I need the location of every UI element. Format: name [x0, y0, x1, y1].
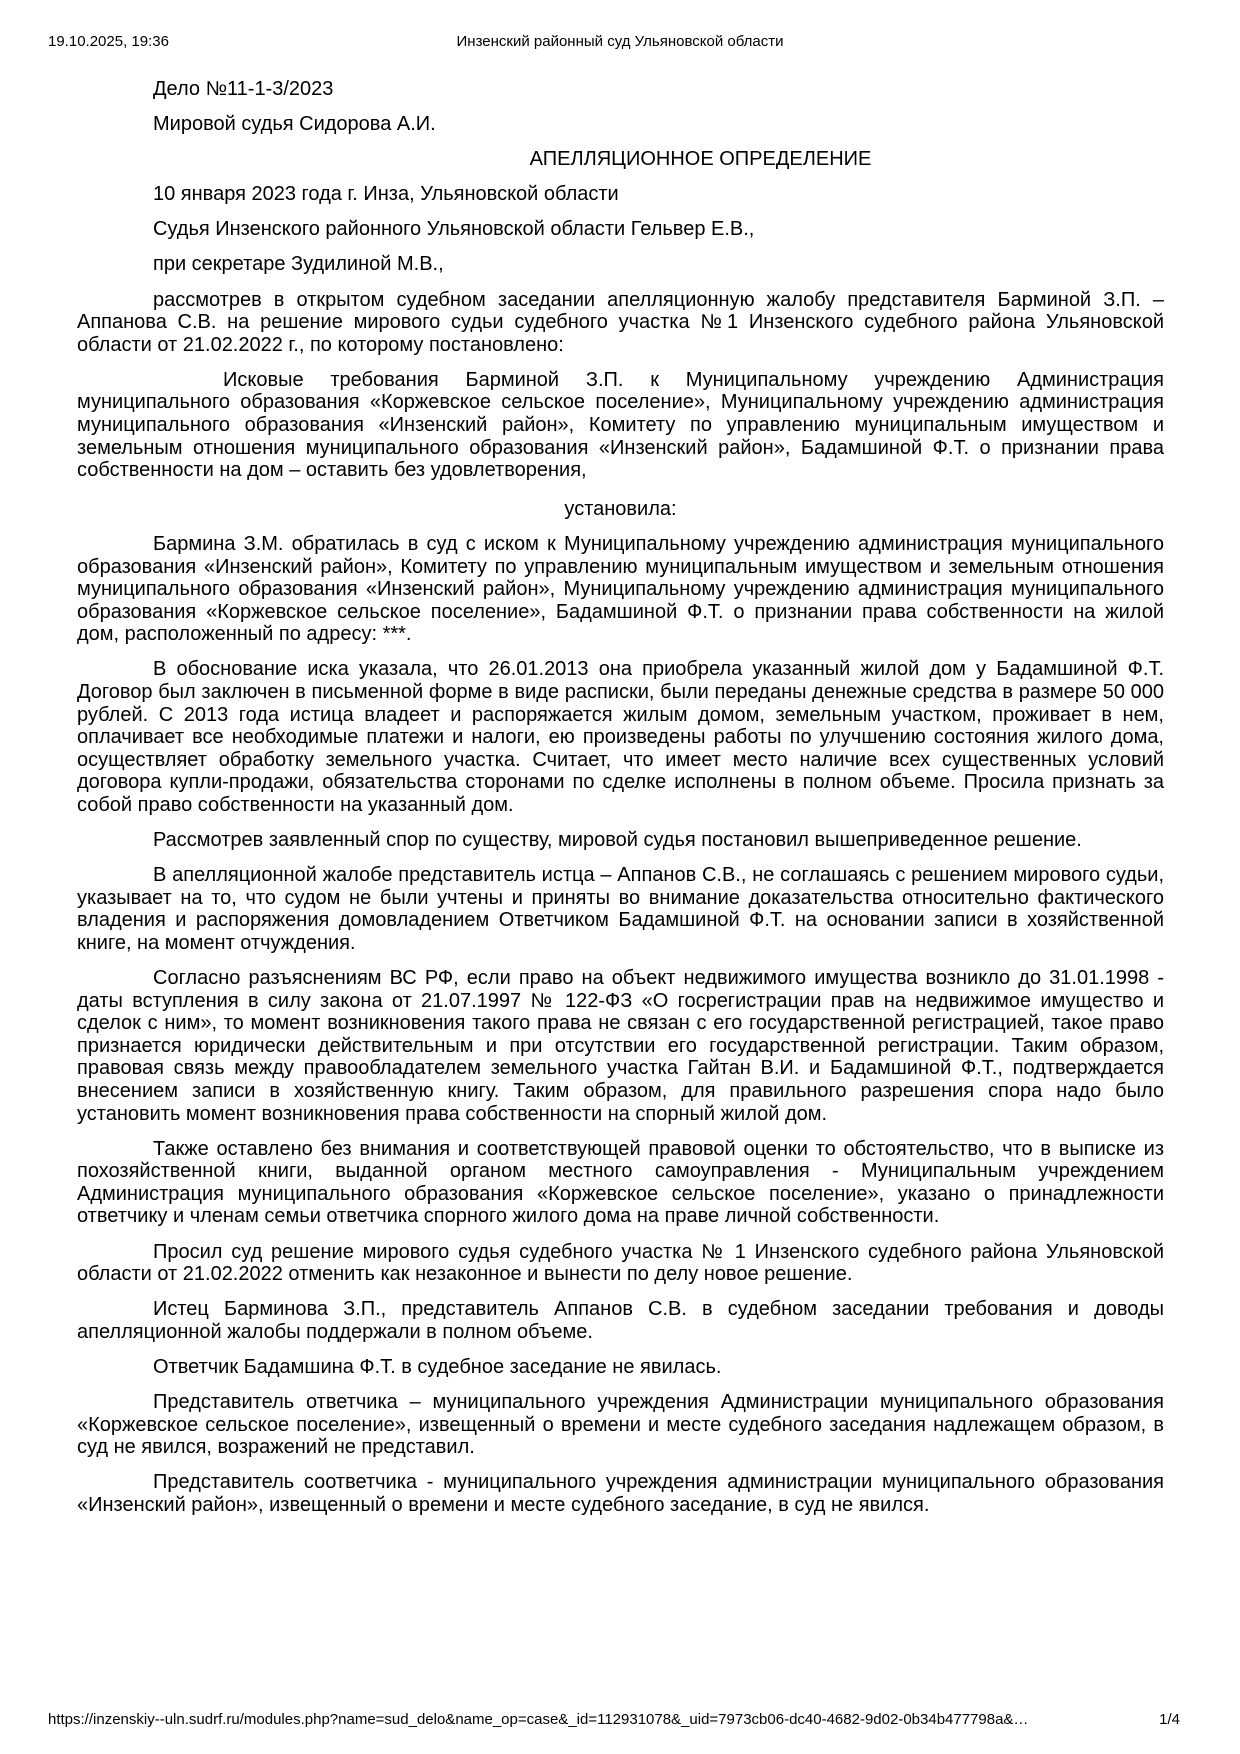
established-heading: установила: [564, 497, 677, 520]
document-title: АПЕЛЛЯЦИОННОЕ ОПРЕДЕЛЕНИЕ [529, 148, 872, 171]
page-indicator: 1/4 [1159, 1711, 1180, 1728]
ruling-quote: Исковые требования Барминой З.П. к Муниципальному учреждению Администрация муниципального образования «Коржевское сельское поселение», Муниципальному учреждению администрация муниципального образования «Инзенский район», Комитету по управлению муниципальным имуществом и земельным отношения муниципального образования «Инзенский район», Бадамшиной Ф.Т. о признании права собственности на дом – оставить без удовлетворения, [77, 368, 1164, 482]
body-paragraph: Просил суд решение мирового судья судебного участка № 1 Инзенского судебного района Ульяновской области от 21.02.2022 отменить как незаконное и вынести по делу новое решение. [77, 1240, 1164, 1286]
print-datetime: 19.10.2025, 19:36 [48, 33, 169, 50]
body-paragraph: Бармина З.М. обратилась в суд с иском к Муниципальному учреждению администрация муниципального образования «Инзенский район», Комитету по управлению муниципальным имуществом и земельным отношения муниципального образования «Инзенский район», Муниципальному учреждению администрация муниципального образования «Коржевское сельское поселение», Бадамшиной Ф.Т. о признании права собственности на жилой дом, расположенный по адресу: ***. [77, 532, 1164, 646]
body-paragraph: Истец Барминова З.П., представитель Аппанов С.В. в судебном заседании требования и доводы апелляционной жалобы поддержали в полном объеме. [77, 1298, 1164, 1343]
body-paragraph: Ответчик Бадамшина Ф.Т. в судебное заседание не явилась. [153, 1355, 722, 1378]
magistrate-name: Мировой судья Сидорова А.И. [153, 113, 436, 136]
judge-name: Судья Инзенского районного Ульяновской области Гельвер Е.В., [153, 218, 755, 241]
body-paragraph: Представитель соответчика - муниципального учреждения администрации муниципального образования «Инзенский район», извещенный о времени и месте судебного заседание, в суд не явился. [77, 1471, 1164, 1516]
case-number: Дело №11-1-3/2023 [153, 78, 334, 100]
page-url: https://inzenskiy--uln.sudrf.ru/modules.php?name=sud_delo&name_op=case&_id=112931078&_uid=7973cb06-dc40-4682-9d02-0b34b477798a&… [48, 1711, 1029, 1728]
document-body [77, 78, 1164, 1529]
body-paragraph: Рассмотрев заявленный спор по существу, мировой судья постановил вышеприведенное решение. [153, 829, 1082, 852]
print-header [48, 32, 1192, 52]
body-paragraph: Согласно разъяснениям ВС РФ, если право на объект недвижимого имущества возникло до 31.01.1998 - даты вступления в силу закона от 21.07.1997 № 122-ФЗ «О госрегистрации прав на недвижимое имущество и сделок с ним», то момент возникновения такого права не связан с его государственной регистрацией, такое право признается юридически действительным и при отсутствии его государственной регистрации. Таким образом, правовая связь между правообладателем земельного участка Гайтан В.И. и Бадамшиной Ф.Т., подтверждается внесением записи в хозяйственную книгу. Таким образом, для правильного разрешения спора надо было установить момент возникновения права собственности на спорный жилой дом. [77, 967, 1164, 1125]
intro-paragraph: рассмотрев в открытом судебном заседании апелляционную жалобу представителя Барминой З.П. – Аппанова С.В. на решение мирового судьи судебного участка №1 Инзенского судебного района Ульяновской области от 21.02.2022 г., по которому постановлено: [77, 288, 1164, 356]
body-paragraph: Также оставлено без внимания и соответствующей правовой оценки то обстоятельство, что в выписке из похозяйственной книги, выданной органом местного самоуправления - Муниципальным учреждением Администрация муниципального образования «Коржевское сельское поселение», указано о принадлежности ответчику и членам семьи ответчика спорного жилого дома на праве личной собственности. [77, 1137, 1164, 1228]
secretary-name: при секретаре Зудилиной М.В., [153, 253, 444, 276]
date-place: 10 января 2023 года г. Инза, Ульяновской области [153, 183, 619, 206]
body-paragraph: Представитель ответчика – муниципального учреждения Администрации муниципального образования «Коржевское сельское поселение», извещенный о времени и месте судебного заседания надлежащем образом, в суд не явился, возражений не представил. [77, 1391, 1164, 1459]
body-paragraph: В апелляционной жалобе представитель истца – Аппанов С.В., не соглашаясь с решением мирового судьи, указывает на то, что судом не были учтены и приняты во внимание доказательства относительно фактического владения и распоряжения домовладением Ответчиком Бадамшиной Ф.Т. на основании записи в хозяйственной книге, на момент отчуждения. [77, 864, 1164, 954]
print-page-title: Инзенский районный суд Ульяновской области [456, 33, 784, 50]
body-paragraph: В обоснование иска указала, что 26.01.2013 она приобрела указанный жилой дом у Бадамшиной Ф.Т. Договор был заключен в письменной форме в виде расписки, были переданы денежные средства в размере 50 000 рублей. С 2013 года истица владеет и распоряжается жилым домом, земельным участком, проживает в нем, оплачивает все необходимые платежи и налоги, ею произведены работы по улучшению состояния жилого дома, осуществляет обработку земельного участка. Считает, что имеет место наличие всех существенных условий договора купли-продажи, обязательства сторонами по сделке исполнены в полном объеме. Просила признать за собой право собственности на указанный дом. [77, 658, 1164, 816]
print-footer [48, 1710, 1192, 1730]
